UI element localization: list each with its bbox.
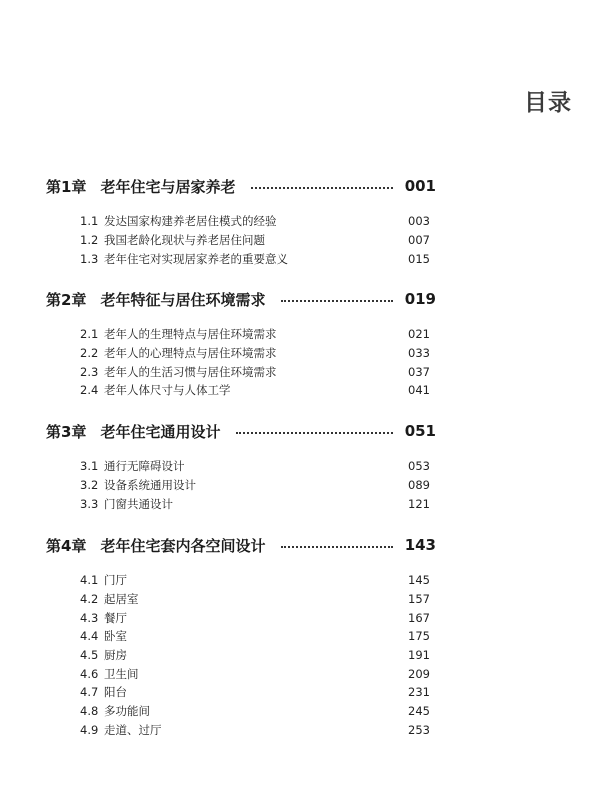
section-page-number: 121: [408, 497, 430, 511]
section-title: 老年住宅对实现居家养老的重要意义: [104, 252, 288, 266]
section-page-number: 033: [408, 346, 430, 360]
section-4-5-entry[interactable]: [80, 646, 430, 664]
chapter-title: 老年住宅套内各空间设计: [100, 536, 266, 555]
section-title: 卧室: [104, 629, 127, 643]
section-number: 2.3: [80, 365, 99, 379]
section-number: 1.2: [80, 233, 99, 247]
section-title: 老年人的生活习惯与居住环境需求: [104, 365, 277, 379]
section-number: 3.3: [80, 497, 99, 511]
section-number: 4.9: [80, 723, 99, 737]
section-4-2-entry[interactable]: [80, 590, 430, 608]
leader-dots: [281, 300, 392, 302]
chapter-3-entry[interactable]: [46, 419, 436, 443]
leader-dots: [251, 187, 392, 189]
chapter-title: 老年住宅与居家养老: [100, 177, 236, 196]
section-4-9-entry[interactable]: [80, 721, 430, 739]
section-page-number: 015: [408, 252, 430, 266]
section-number: 4.4: [80, 629, 99, 643]
section-title: 门窗共通设计: [104, 497, 173, 511]
section-2-1-entry[interactable]: [80, 325, 430, 343]
section-page-number: 209: [408, 667, 430, 681]
chapter-2-entry[interactable]: [46, 287, 436, 311]
section-page-number: 191: [408, 648, 430, 662]
leader-dots: [281, 546, 392, 548]
section-2-3-entry[interactable]: [80, 363, 430, 381]
section-4-1-entry[interactable]: [80, 571, 430, 589]
section-title: 老年人的生理特点与居住环境需求: [104, 327, 277, 341]
section-title: 起居室: [104, 592, 139, 606]
section-4-7-entry[interactable]: [80, 683, 430, 701]
section-number: 4.2: [80, 592, 99, 606]
section-number: 2.2: [80, 346, 99, 360]
chapter-page-number: 019: [404, 290, 436, 308]
section-page-number: 007: [408, 233, 430, 247]
section-number: 2.1: [80, 327, 99, 341]
chapter-4-entry[interactable]: [46, 533, 436, 557]
leader-dots: [236, 432, 392, 434]
chapter-page-number: 001: [404, 177, 436, 195]
section-title: 走道、过厅: [104, 723, 162, 737]
section-number: 1.3: [80, 252, 99, 266]
section-number: 4.5: [80, 648, 99, 662]
section-number: 4.7: [80, 685, 99, 699]
chapter-number: 第3章: [46, 422, 87, 441]
section-page-number: 089: [408, 478, 430, 492]
chapter-number: 第1章: [46, 177, 87, 196]
section-3-1-entry[interactable]: [80, 457, 430, 475]
section-4-4-entry[interactable]: [80, 627, 430, 645]
section-page-number: 253: [408, 723, 430, 737]
section-number: 3.1: [80, 459, 99, 473]
chapter-number: 第2章: [46, 290, 87, 309]
section-3-2-entry[interactable]: [80, 476, 430, 494]
section-title: 阳台: [104, 685, 127, 699]
section-page-number: 041: [408, 383, 430, 397]
section-page-number: 231: [408, 685, 430, 699]
section-number: 3.2: [80, 478, 99, 492]
section-title: 卫生间: [104, 667, 139, 681]
chapter-number: 第4章: [46, 536, 87, 555]
section-number: 4.8: [80, 704, 99, 718]
chapter-title: 老年住宅通用设计: [100, 422, 221, 441]
section-page-number: 167: [408, 611, 430, 625]
section-4-3-entry[interactable]: [80, 609, 430, 627]
section-2-2-entry[interactable]: [80, 344, 430, 362]
section-page-number: 053: [408, 459, 430, 473]
section-page-number: 245: [408, 704, 430, 718]
section-title: 厨房: [104, 648, 127, 662]
section-title: 门厅: [104, 573, 127, 587]
section-title: 发达国家构建养老居住模式的经验: [104, 214, 277, 228]
section-1-2-entry[interactable]: [80, 231, 430, 249]
section-title: 我国老龄化现状与养老居住问题: [104, 233, 265, 247]
chapter-page-number: 051: [404, 422, 436, 440]
section-1-1-entry[interactable]: [80, 212, 430, 230]
section-number: 4.3: [80, 611, 99, 625]
chapter-page-number: 143: [404, 536, 436, 554]
chapter-1-entry[interactable]: [46, 174, 436, 198]
section-number: 2.4: [80, 383, 99, 397]
section-page-number: 021: [408, 327, 430, 341]
section-4-6-entry[interactable]: [80, 665, 430, 683]
section-2-4-entry[interactable]: [80, 381, 430, 399]
section-number: 4.1: [80, 573, 99, 587]
section-page-number: 175: [408, 629, 430, 643]
section-page-number: 157: [408, 592, 430, 606]
section-title: 老年人的心理特点与居住环境需求: [104, 346, 277, 360]
section-title: 多功能间: [104, 704, 150, 718]
section-page-number: 037: [408, 365, 430, 379]
section-4-8-entry[interactable]: [80, 702, 430, 720]
section-page-number: 003: [408, 214, 430, 228]
section-title: 设备系统通用设计: [104, 478, 196, 492]
section-title: 老年人体尺寸与人体工学: [104, 383, 231, 397]
section-title: 通行无障碍设计: [104, 459, 185, 473]
section-1-3-entry[interactable]: [80, 250, 430, 268]
section-number: 1.1: [80, 214, 99, 228]
page-title: 目录: [524, 90, 572, 116]
section-3-3-entry[interactable]: [80, 495, 430, 513]
section-number: 4.6: [80, 667, 99, 681]
section-title: 餐厅: [104, 611, 127, 625]
section-page-number: 145: [408, 573, 430, 587]
chapter-title: 老年特征与居住环境需求: [100, 290, 266, 309]
